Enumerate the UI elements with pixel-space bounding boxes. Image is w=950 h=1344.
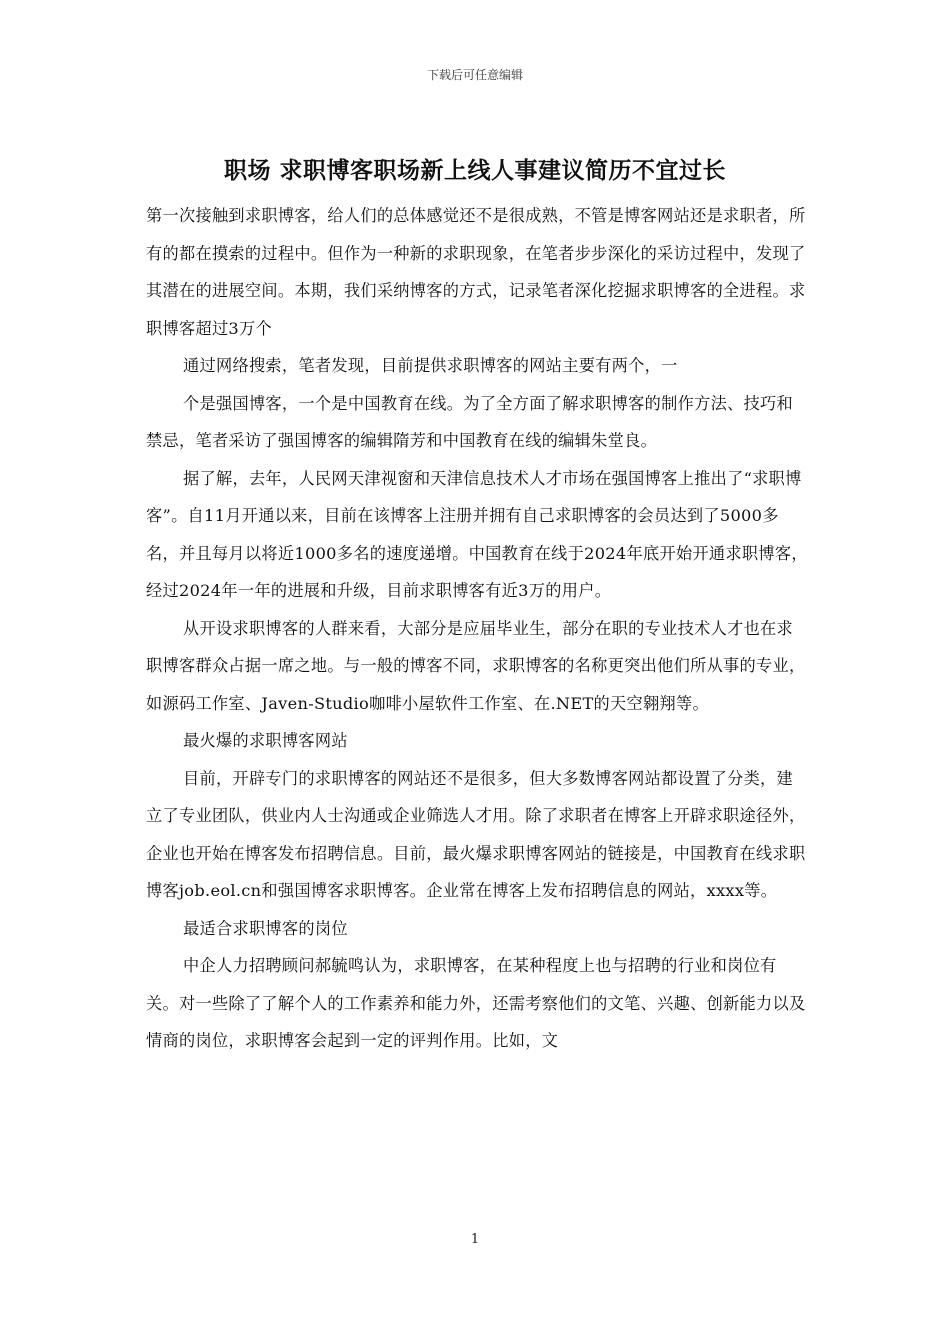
paragraph: 个是强国博客，一个是中国教育在线。为了全方面了解求职博客的制作方法、技巧和禁忌，笔者采访了强国博客的编辑隋芳和中国教育在线的编辑朱堂良。 [146,393,794,450]
paragraph: 中企人力招聘顾问郝毓鸣认为，求职博客，在某种程度上也与招聘的行业和岗位有关。对一些除了了解个人的工作素养和能力外，还需考察他们的文笔、兴趣、创新能力以及情商的岗位，求职博客会起到一定的评判作用。比如，文 [146,956,806,1050]
paragraph: 目前，开辟专门的求职博客的网站还不是很多，但大多数博客网站都设置了分类，建立了专业团队，供业内人士沟通或企业筛选人才用。除了求职者在博客上开辟求职途径外，企业也开始在博客发布招聘信息。目前，最火爆求职博客网站的链接是，中国教育在线求职博客job.eol.cn和强国博客求职博客。企业常在博客上发布招聘信息的网站，xxxx等。 [146,768,806,900]
document-title: 职场 求职博客职场新上线人事建议简历不宜过长 [223,158,726,184]
header-note: 下载后可任意编辑 [426,68,523,82]
page-number: 1 [470,1232,480,1247]
section-heading: 最适合求职博客的岗位 [183,918,348,938]
document-body [146,197,808,1060]
paragraph: 据了解，去年，人民网天津视窗和天津信息技术人才市场在强国博客上推出了“求职博客”。自11月开通以来，目前在该博客上注册并拥有自己求职博客的会员达到了5000多名，并且每月以将近1000多名的速度递增。中国教育在线于2024年底开始开通求职博客，经过2024年一年的进展和升级，目前求职博客有近3万的用户。 [146,468,808,600]
paragraph: 第一次接触到求职博客，给人们的总体感觉还不是很成熟，不管是博客网站还是求职者，所有的都在摸索的过程中。但作为一种新的求职现象，在笔者步步深化的采访过程中，发现了其潜在的进展空间。本期，我们采纳博客的方式，记录笔者深化挖掘求职博客的全进程。求职博客超过3万个 [146,206,806,338]
section-heading: 最火爆的求职博客网站 [183,731,348,750]
paragraph: 通过网络搜索，笔者发现，目前提供求职博客的网站主要有两个，一 [183,356,678,375]
paragraph: 从开设求职博客的人群来看，大部分是应届毕业生，部分在职的专业技术人才也在求职博客群众占据一席之地。与一般的博客不同，求职博客的名称更突出他们所从事的专业，如源码工作室、Javen-Studio咖啡小屋软件工作室、在.NET的天空翱翔等。 [146,618,806,713]
